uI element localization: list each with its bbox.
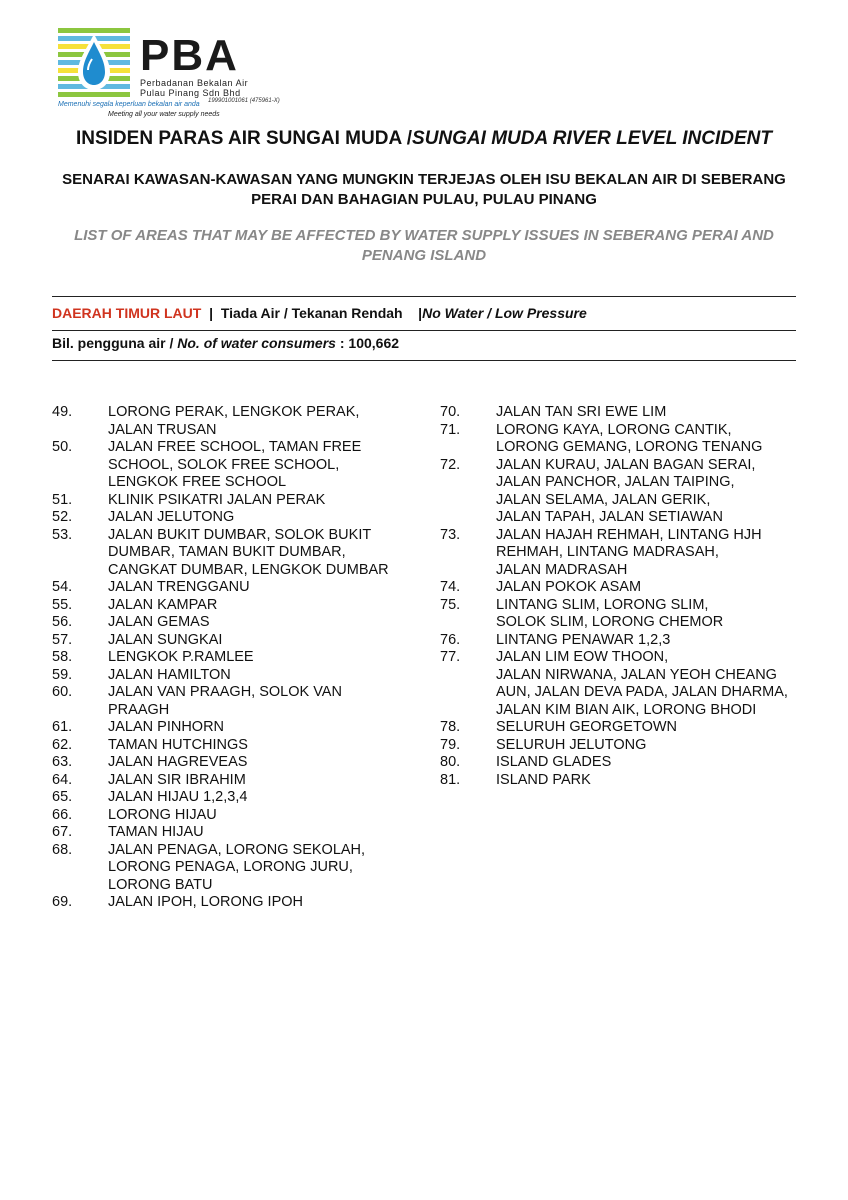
list-item bbox=[52, 649, 422, 667]
item-number: 58. bbox=[52, 649, 73, 665]
item-number: 53. bbox=[52, 526, 73, 543]
list-item bbox=[52, 667, 422, 685]
list-item bbox=[440, 457, 820, 527]
colon: : bbox=[339, 335, 345, 351]
item-number: 80. bbox=[440, 754, 461, 770]
item-number: 55. bbox=[52, 596, 73, 613]
item-text: LENGKOK P.RAMLEE bbox=[108, 649, 254, 665]
item-number: 51. bbox=[52, 491, 73, 508]
water-drop-logo-icon bbox=[58, 28, 130, 100]
list-item bbox=[440, 719, 820, 737]
consumers-row bbox=[52, 335, 399, 351]
item-text: JALAN LIM EOW THOON, JALAN NIRWANA, JALAN YEOH CHEANG AUN, JALAN DEVA PADA, JALAN DHARMA, JALAN KIM BIAN AIK, LORONG BHODI bbox=[496, 649, 788, 718]
list-item bbox=[52, 789, 422, 807]
item-text: SELURUH GEORGETOWN bbox=[496, 719, 678, 735]
item-number: 66. bbox=[52, 806, 73, 823]
item-number: 81. bbox=[440, 771, 461, 788]
item-number: 73. bbox=[440, 526, 461, 543]
logo-brand: PBA bbox=[140, 31, 239, 80]
consumers-value: 100,662 bbox=[348, 335, 400, 351]
item-text: LINTANG PENAWAR 1,2,3 bbox=[496, 631, 671, 648]
list-item bbox=[52, 684, 422, 719]
item-text: LORONG HIJAU bbox=[108, 806, 217, 823]
page-title bbox=[0, 128, 848, 150]
title-ms: INSIDEN PARAS AIR SUNGAI MUDA / bbox=[75, 128, 413, 149]
separator: | bbox=[406, 305, 423, 321]
subtitle-en: LIST OF AREAS THAT MAY BE AFFECTED BY WATER SUPPLY ISSUES IN SEBERANG PERAI AND PENANG ISLAND bbox=[74, 227, 774, 264]
item-number: 76. bbox=[440, 631, 461, 648]
item-text: JALAN POKOK ASAM bbox=[496, 579, 642, 595]
item-number: 65. bbox=[52, 789, 73, 805]
item-text: JALAN IPOH, LORONG IPOH bbox=[108, 894, 303, 910]
logo-company-line1: Perbadanan Bekalan Air bbox=[140, 78, 249, 88]
list-item bbox=[52, 404, 422, 439]
list-item bbox=[440, 422, 820, 457]
item-number: 64. bbox=[52, 771, 73, 788]
list-item bbox=[440, 579, 820, 597]
item-text: JALAN SIR IBRAHIM bbox=[108, 771, 246, 788]
item-number: 79. bbox=[440, 736, 461, 753]
list-item bbox=[52, 737, 422, 755]
item-text: JALAN KAMPAR bbox=[108, 596, 218, 613]
status-en: No Water / Low Pressure bbox=[422, 305, 587, 321]
list-item bbox=[440, 754, 820, 772]
consumers-label-ms: Bil. pengguna air / bbox=[52, 335, 174, 351]
areas-list-right bbox=[440, 404, 820, 789]
item-text: JALAN FREE SCHOOL, TAMAN FREE SCHOOL, SOLOK FREE SCHOOL, LENGKOK FREE SCHOOL bbox=[108, 439, 362, 490]
item-number: 49. bbox=[52, 404, 73, 420]
logo-tagline-ms: Memenuhi segala keperluan bekalan air anda bbox=[58, 101, 200, 108]
divider-top bbox=[52, 296, 796, 297]
logo-company-line2: Pulau Pinang Sdn Bhd bbox=[140, 88, 241, 98]
item-text: JALAN HAGREVEAS bbox=[108, 754, 248, 770]
item-number: 61. bbox=[52, 719, 73, 735]
list-item bbox=[52, 492, 422, 510]
item-text: JALAN TRENGGANU bbox=[108, 579, 250, 595]
item-number: 59. bbox=[52, 666, 73, 683]
item-number: 69. bbox=[52, 894, 73, 910]
item-text: JALAN HAJAH REHMAH, LINTANG HJH REHMAH, LINTANG MADRASAH, JALAN MADRASAH bbox=[496, 526, 762, 578]
item-text: ISLAND PARK bbox=[496, 771, 591, 788]
item-number: 54. bbox=[52, 579, 73, 595]
item-text: JALAN KURAU, JALAN BAGAN SERAI, JALAN PANCHOR, JALAN TAIPING, JALAN SELAMA, JALAN GERIK, JALAN TAPAH, JALAN SETIAWAN bbox=[496, 456, 756, 525]
item-number: 78. bbox=[440, 719, 461, 735]
item-number: 74. bbox=[440, 579, 461, 595]
logo-tagline-en: Meeting all your water supply needs bbox=[108, 111, 220, 118]
item-text: JALAN PINHORN bbox=[108, 719, 225, 735]
item-number: 57. bbox=[52, 631, 73, 648]
item-text: KLINIK PSIKATRI JALAN PERAK bbox=[108, 491, 326, 508]
district-row bbox=[52, 305, 587, 321]
status-ms: Tiada Air / Tekanan Rendah bbox=[220, 305, 403, 321]
item-text: LORONG PERAK, LENGKOK PERAK, JALAN TRUSAN bbox=[108, 404, 360, 438]
item-text: JALAN HIJAU 1,2,3,4 bbox=[108, 789, 248, 805]
item-number: 72. bbox=[440, 456, 461, 473]
item-number: 60. bbox=[52, 684, 73, 700]
item-number: 71. bbox=[440, 421, 461, 438]
list-item bbox=[52, 509, 422, 527]
item-text: JALAN SUNGKAI bbox=[108, 631, 223, 648]
areas-list-left bbox=[52, 404, 422, 912]
list-item bbox=[52, 527, 422, 580]
list-item bbox=[52, 719, 422, 737]
divider-bottom bbox=[52, 360, 796, 361]
item-number: 77. bbox=[440, 649, 461, 665]
item-number: 62. bbox=[52, 736, 73, 753]
list-item bbox=[52, 824, 422, 842]
item-text: LORONG KAYA, LORONG CANTIK, LORONG GEMANG, LORONG TENANG bbox=[496, 421, 763, 455]
item-text: TAMAN HIJAU bbox=[108, 824, 204, 840]
divider-middle bbox=[52, 330, 796, 331]
item-number: 70. bbox=[440, 404, 461, 420]
item-text: JALAN BUKIT DUMBAR, SOLOK BUKIT DUMBAR, TAMAN BUKIT DUMBAR, CANGKAT DUMBAR, LENGKOK DUMBAR bbox=[108, 526, 389, 578]
item-text: SELURUH JELUTONG bbox=[496, 736, 647, 753]
item-text: JALAN HAMILTON bbox=[108, 666, 231, 683]
item-number: 52. bbox=[52, 509, 73, 525]
list-item bbox=[52, 439, 422, 492]
list-item bbox=[52, 894, 422, 912]
item-text: JALAN PENAGA, LORONG SEKOLAH, LORONG PENAGA, LORONG JURU, LORONG BATU bbox=[108, 841, 366, 893]
item-text: JALAN TAN SRI EWE LIM bbox=[496, 404, 667, 420]
item-number: 75. bbox=[440, 596, 461, 613]
item-text: LINTANG SLIM, LORONG SLIM, SOLOK SLIM, LORONG CHEMOR bbox=[496, 596, 724, 630]
list-item bbox=[440, 527, 820, 580]
item-text: JALAN GEMAS bbox=[108, 614, 210, 630]
item-number: 63. bbox=[52, 754, 73, 770]
list-item bbox=[440, 649, 820, 719]
item-number: 67. bbox=[52, 824, 73, 840]
list-item bbox=[52, 597, 422, 615]
item-text: TAMAN HUTCHINGS bbox=[108, 736, 248, 753]
logo-reg-no: 199901001061 (475961-X) bbox=[208, 98, 280, 104]
pba-logo bbox=[58, 28, 358, 124]
list-item bbox=[52, 807, 422, 825]
list-item bbox=[440, 632, 820, 650]
list-item bbox=[52, 614, 422, 632]
list-item bbox=[52, 772, 422, 790]
list-item bbox=[52, 842, 422, 895]
item-text: ISLAND GLADES bbox=[496, 754, 612, 770]
item-number: 68. bbox=[52, 841, 73, 858]
item-number: 56. bbox=[52, 614, 73, 630]
district-name: DAERAH TIMUR LAUT bbox=[52, 305, 202, 321]
item-text: JALAN JELUTONG bbox=[108, 509, 235, 525]
item-number: 50. bbox=[52, 439, 73, 455]
item-text: JALAN VAN PRAAGH, SOLOK VAN PRAAGH bbox=[108, 684, 342, 718]
list-item bbox=[440, 404, 820, 422]
list-item bbox=[440, 772, 820, 790]
separator: | bbox=[205, 305, 217, 321]
logo-company-name bbox=[140, 78, 248, 98]
list-item bbox=[52, 632, 422, 650]
list-item bbox=[440, 737, 820, 755]
consumers-label-en: No. of water consumers bbox=[177, 335, 336, 351]
list-item bbox=[440, 597, 820, 632]
subtitle-ms: SENARAI KAWASAN-KAWASAN YANG MUNGKIN TERJEJAS OLEH ISU BEKALAN AIR DI SEBERANG PERAI DAN BAHAGIAN PULAU, PULAU PINANG bbox=[62, 171, 786, 208]
title-en: SUNGAI MUDA RIVER LEVEL INCIDENT bbox=[412, 128, 773, 149]
list-item bbox=[52, 754, 422, 772]
list-item bbox=[52, 579, 422, 597]
